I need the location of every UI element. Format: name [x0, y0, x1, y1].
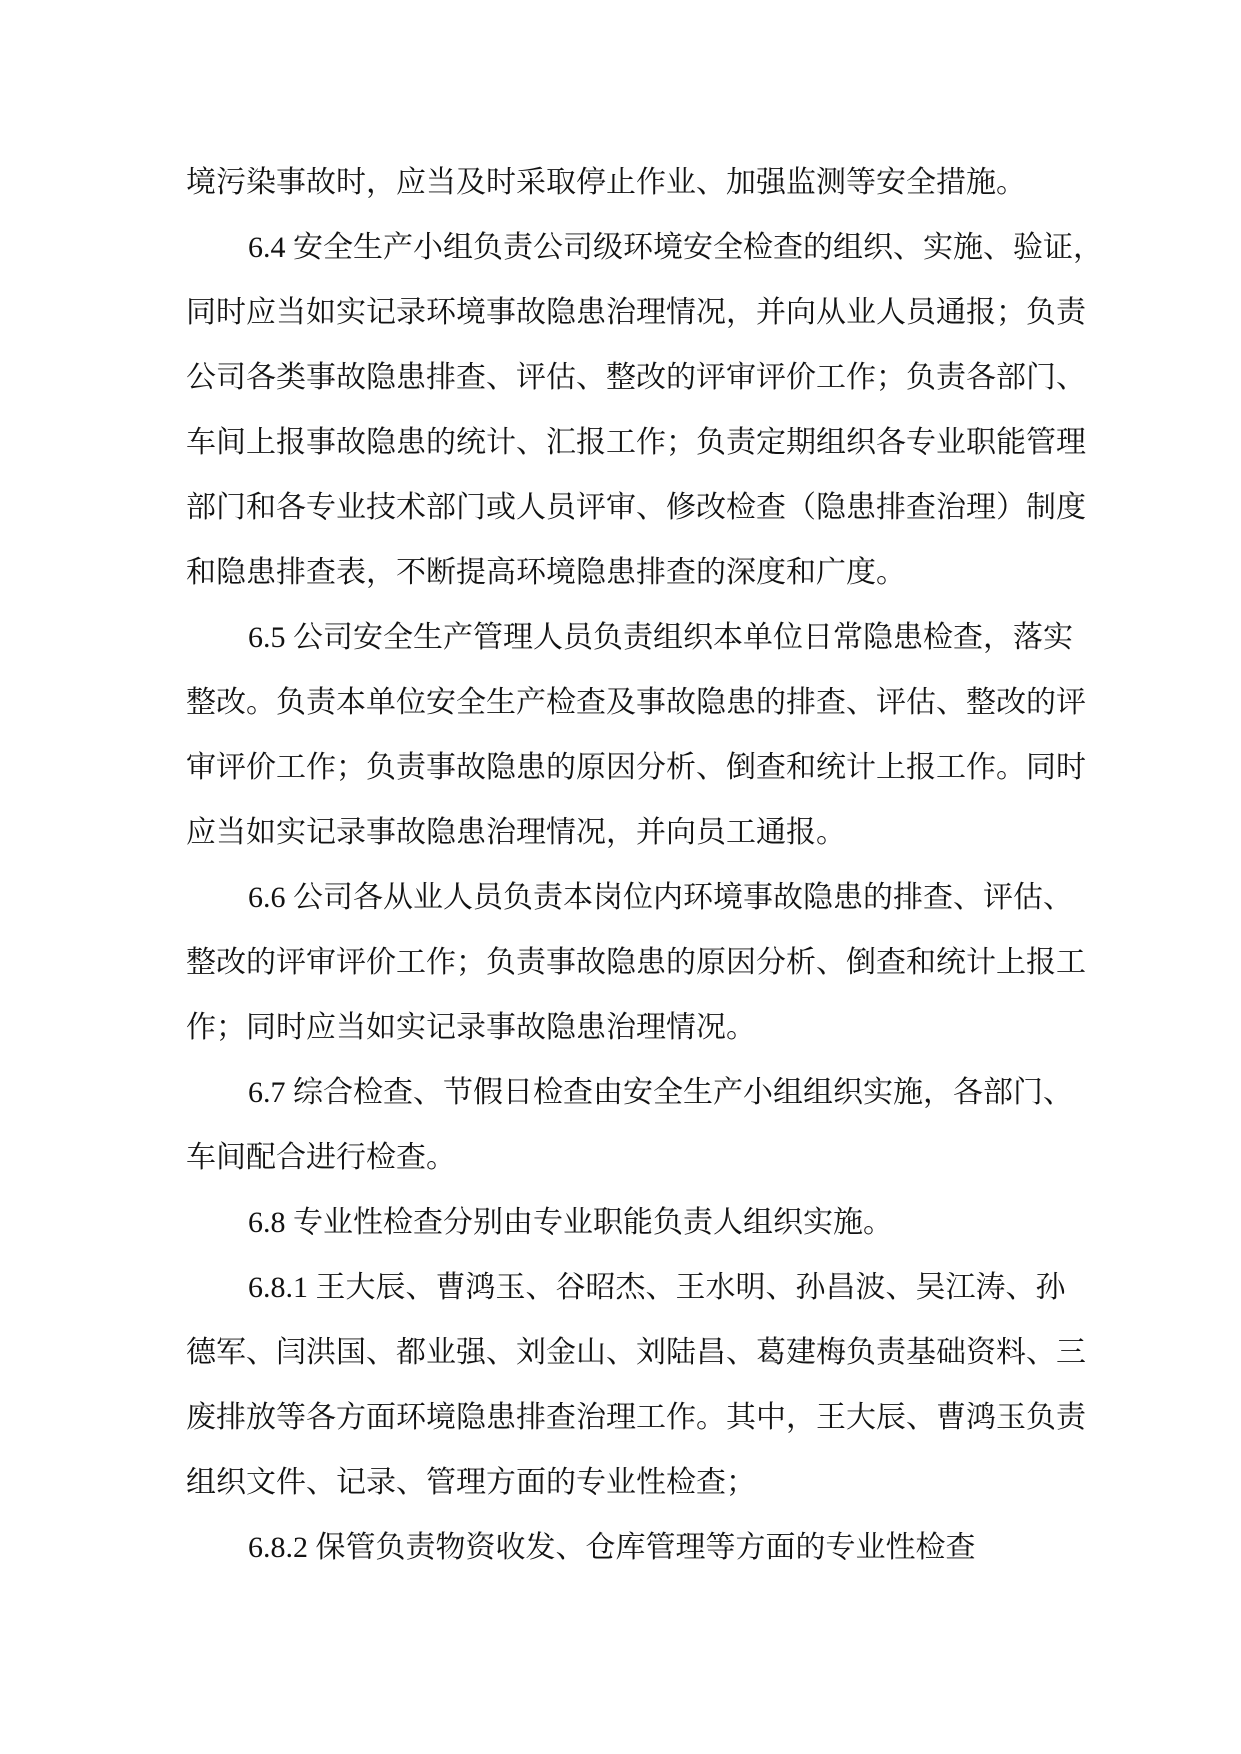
paragraph-6-8-2 — [186, 1515, 1098, 1580]
paragraph-6-8-1 — [186, 1255, 1098, 1515]
paragraph-6-7 — [186, 1060, 1098, 1190]
text-line: 废排放等各方面环境隐患排查治理工作。其中，王大辰、曹鸿玉负责 — [186, 1401, 1086, 1434]
paragraph-6-4 — [186, 215, 1103, 605]
text-line: 审评价工作；负责事故隐患的原因分析、倒查和统计上报工作。同时 — [186, 751, 1086, 784]
text-line: 同时应当如实记录环境事故隐患治理情况，并向从业人员通报；负责 — [186, 296, 1086, 329]
text-line: 车间上报事故隐患的统计、汇报工作；负责定期组织各专业职能管理 — [186, 426, 1086, 459]
text-line: 和隐患排查表，不断提高环境隐患排查的深度和广度。 — [186, 556, 906, 589]
text-line: 6.4 安全生产小组负责公司级环境安全检查的组织、实施、验证， — [248, 231, 1103, 264]
text-line: 作；同时应当如实记录事故隐患治理情况。 — [186, 1011, 756, 1044]
text-line: 部门和各专业技术部门或人员评审、修改检查（隐患排查治理）制度 — [186, 491, 1086, 524]
text-line: 德军、闫洪国、都业强、刘金山、刘陆昌、葛建梅负责基础资料、三 — [186, 1336, 1086, 1369]
text-line: 6.7 综合检查、节假日检查由安全生产小组组织实施，各部门、 — [248, 1076, 1073, 1109]
text-line: 6.5 公司安全生产管理人员负责组织本单位日常隐患检查，落实 — [248, 621, 1073, 654]
text-line: 整改的评审评价工作；负责事故隐患的原因分析、倒查和统计上报工 — [186, 946, 1086, 979]
paragraph-6-5 — [186, 605, 1098, 865]
paragraph-6-6 — [186, 865, 1098, 1060]
paragraph-6-8 — [186, 1190, 1098, 1255]
text-line: 整改。负责本单位安全生产检查及事故隐患的排查、评估、整改的评 — [186, 686, 1086, 719]
text-line: 组织文件、记录、管理方面的专业性检查； — [186, 1466, 756, 1499]
text-line: 6.8.1 王大辰、曹鸿玉、谷昭杰、王水明、孙昌波、吴江涛、孙 — [248, 1271, 1066, 1304]
text-line: 6.8 专业性检查分别由专业职能负责人组织实施。 — [248, 1206, 893, 1239]
text-line: 境污染事故时，应当及时采取停止作业、加强监测等安全措施。 — [186, 166, 1026, 199]
text-line: 公司各类事故隐患排查、评估、整改的评审评价工作；负责各部门、 — [186, 361, 1086, 394]
text-line: 6.6 公司各从业人员负责本岗位内环境事故隐患的排查、评估、 — [248, 881, 1073, 914]
paragraph-continuation — [186, 150, 1098, 215]
document-body — [186, 150, 1103, 1580]
text-line: 应当如实记录事故隐患治理情况，并向员工通报。 — [186, 816, 846, 849]
text-line: 6.8.2 保管负责物资收发、仓库管理等方面的专业性检查 — [248, 1531, 976, 1564]
text-line: 车间配合进行检查。 — [186, 1141, 456, 1174]
